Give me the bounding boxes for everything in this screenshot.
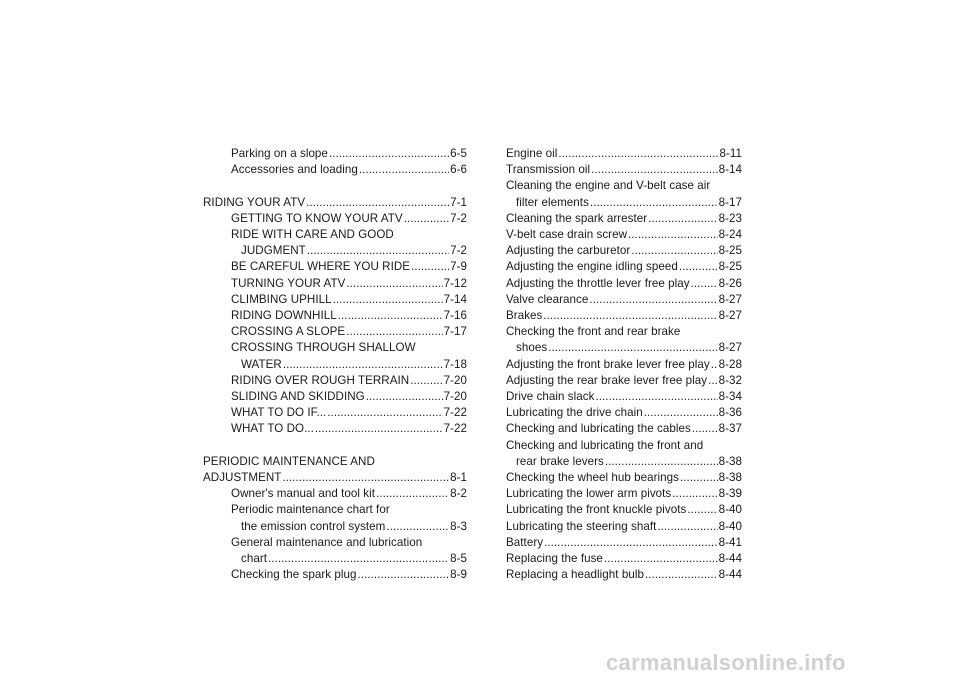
toc-entry-title: Lubricating the lower arm pivots — [506, 487, 672, 501]
toc-entry[interactable] — [203, 162, 467, 178]
toc-entry-page: 7-12 — [443, 276, 467, 290]
toc-entry-title: Lubricating the drive chain — [506, 406, 643, 420]
toc-entry-title: Brakes — [506, 309, 543, 323]
toc-column-right — [506, 146, 742, 583]
toc-entry-title: filter elements — [516, 195, 589, 209]
toc-leader-dots — [315, 421, 443, 437]
toc-entry-page: 7-22 — [443, 422, 467, 436]
toc-leader-dots — [590, 195, 718, 211]
toc-entry-page: 7-20 — [443, 373, 467, 387]
toc-entry-page: 7-17 — [443, 325, 467, 339]
toc-leader-dots — [604, 551, 718, 567]
toc-entry-title: RIDING DOWNHILL — [231, 309, 337, 323]
toc-leader-dots — [306, 195, 449, 211]
toc-entry-title: Replacing a headlight bulb — [506, 568, 644, 582]
toc-leader-dots — [307, 243, 449, 259]
toc-entry-title: Adjusting the front brake lever free play — [506, 357, 710, 371]
toc-entry-page: 8-9 — [450, 568, 467, 582]
toc-entry-page: 8-23 — [718, 211, 742, 225]
toc-entry-title: CROSSING A SLOPE — [231, 325, 346, 339]
toc-entry[interactable] — [506, 486, 742, 502]
toc-entry[interactable] — [506, 421, 742, 437]
toc-entry-title: WATER — [241, 357, 282, 371]
toc-entry[interactable] — [203, 357, 467, 373]
toc-entry-title: Adjusting the throttle lever free play — [506, 276, 690, 290]
toc-entry-title: BE CAREFUL WHERE YOU RIDE — [231, 260, 411, 274]
toc-leader-dots — [543, 308, 717, 324]
toc-leader-dots — [411, 259, 449, 275]
toc-entry[interactable] — [506, 162, 742, 178]
toc-leader-dots — [605, 454, 718, 470]
toc-entry[interactable] — [203, 259, 467, 275]
toc-entry-title: Checking and lubricating the cables — [506, 422, 691, 436]
toc-leader-dots — [679, 259, 718, 275]
toc-entry-page: 7-14 — [443, 292, 467, 306]
toc-heading-line: CROSSING THROUGH SHALLOW — [231, 341, 416, 355]
toc-leader-dots — [329, 146, 449, 162]
toc-entry[interactable] — [203, 211, 467, 227]
toc-entry-page: 8-32 — [718, 373, 742, 387]
toc-entry-title: SLIDING AND SKIDDING — [231, 390, 365, 404]
toc-leader-dots — [359, 162, 449, 178]
toc-heading-line: Periodic maintenance chart for — [231, 503, 390, 517]
toc-entry-title: rear brake levers — [516, 454, 604, 468]
toc-entry[interactable] — [506, 308, 742, 324]
toc-leader-dots — [376, 486, 449, 502]
toc-entry[interactable] — [203, 276, 467, 292]
toc-entry[interactable] — [506, 146, 742, 162]
toc-entry-title: Owner's manual and tool kit — [231, 487, 376, 501]
toc-heading-line: RIDE WITH CARE AND GOOD — [231, 228, 394, 241]
toc-entry-page: 7-16 — [443, 309, 467, 323]
toc-leader-dots — [404, 211, 449, 227]
toc-leader-dots — [644, 405, 718, 421]
toc-entry-title: Parking on a slope — [231, 147, 328, 160]
toc-entry-title: Valve clearance — [506, 292, 589, 306]
toc-entry-page: 8-40 — [718, 519, 742, 533]
toc-entry-page: 8-1 — [450, 471, 467, 485]
toc-entry-title: ADJUSTMENT — [203, 471, 282, 485]
toc-entry-page: 8-5 — [450, 552, 467, 566]
toc-entry[interactable] — [506, 276, 742, 292]
toc-entry-page: 7-22 — [443, 406, 467, 420]
toc-leader-dots — [268, 551, 449, 567]
toc-entry[interactable] — [203, 292, 467, 308]
toc-entry[interactable] — [203, 470, 467, 486]
toc-leader-dots — [711, 357, 718, 373]
toc-leader-dots — [708, 373, 717, 389]
toc-entry[interactable] — [506, 535, 742, 551]
toc-heading-line: Checking the front and rear brake — [506, 325, 681, 339]
toc-entry-title: chart — [241, 552, 268, 566]
toc-entry-title: TURNING YOUR ATV — [231, 276, 346, 290]
toc-entry-title: Adjusting the carburetor — [506, 244, 631, 258]
toc-entry-page: 8-28 — [718, 357, 742, 371]
toc-entry[interactable] — [203, 405, 467, 421]
toc-entry-page: 8-39 — [718, 487, 742, 501]
toc-entry-title: Adjusting the rear brake lever free play — [506, 373, 708, 387]
toc-entry-page: 8-11 — [719, 147, 742, 160]
toc-entry[interactable] — [506, 405, 742, 421]
toc-entry[interactable] — [506, 243, 742, 259]
toc-entry-title: RIDING OVER ROUGH TERRAIN — [231, 373, 410, 387]
toc-entry-title: Replacing the fuse — [506, 552, 603, 566]
watermark: carmanualsonline.info — [606, 650, 846, 675]
toc-entry-page: 8-37 — [718, 422, 742, 436]
toc-leader-dots — [338, 308, 443, 324]
toc-entry-page: 6-6 — [450, 163, 467, 177]
toc-leader-dots — [680, 470, 718, 486]
toc-entry-title: GETTING TO KNOW YOUR ATV — [231, 211, 403, 225]
toc-leader-dots — [672, 486, 717, 502]
toc-entry[interactable] — [506, 373, 742, 389]
toc-entry[interactable] — [506, 259, 742, 275]
toc-entry-page: 8-44 — [718, 568, 742, 582]
toc-entry[interactable] — [506, 292, 742, 308]
toc-entry-title: the emission control system — [241, 519, 386, 533]
toc-spacer — [203, 178, 467, 194]
toc-entry-page: 8-27 — [718, 341, 742, 355]
toc-entry-page: 8-38 — [718, 471, 742, 485]
toc-heading-line: Checking and lubricating the front and — [506, 438, 704, 452]
toc-entry[interactable] — [506, 502, 742, 518]
toc-entry-page: 7-9 — [450, 260, 467, 274]
toc-entry[interactable] — [203, 486, 467, 502]
toc-entry-page: 7-1 — [450, 195, 467, 209]
toc-heading-line: General maintenance and lubrication — [231, 535, 423, 549]
toc-leader-dots — [358, 567, 450, 583]
toc-entry[interactable] — [203, 567, 467, 583]
toc-leader-dots — [548, 340, 717, 356]
toc-heading-line: PERIODIC MAINTENANCE AND — [203, 454, 375, 468]
toc-leader-dots — [346, 276, 442, 292]
toc-entry-page: 7-2 — [450, 244, 467, 258]
toc-entry-page: 8-14 — [718, 163, 742, 177]
toc-entry[interactable] — [506, 195, 742, 211]
toc-entry-title: WHAT TO DO... — [231, 422, 314, 436]
toc-entry-page: 8-26 — [718, 276, 742, 290]
toc-spacer — [203, 438, 467, 454]
toc-entry[interactable] — [506, 227, 742, 243]
toc-leader-dots — [410, 373, 442, 389]
toc-entry-page: 8-3 — [450, 519, 467, 533]
toc-leader-dots — [657, 519, 717, 535]
toc-entry[interactable] — [506, 389, 742, 405]
toc-entry-page: 8-27 — [718, 292, 742, 306]
toc-leader-dots — [346, 324, 442, 340]
toc-entry[interactable] — [203, 146, 467, 162]
toc-entry[interactable] — [506, 519, 742, 535]
toc-entry-title: WHAT TO DO IF... — [231, 406, 327, 420]
toc-entry[interactable] — [506, 454, 742, 470]
toc-entry[interactable] — [506, 357, 742, 373]
toc-leader-dots — [628, 227, 718, 243]
toc-entry-title: CLIMBING UPHILL — [231, 292, 332, 306]
toc-entry[interactable] — [506, 567, 742, 583]
toc-entry[interactable] — [203, 308, 467, 324]
toc-entry[interactable] — [203, 389, 467, 405]
toc-entry-page: 8-24 — [718, 228, 742, 242]
toc-entry-title: Drive chain slack — [506, 390, 595, 404]
toc-leader-dots — [631, 243, 717, 259]
toc-entry-page: 8-2 — [450, 487, 467, 501]
toc-entry-title: Cleaning the spark arrester — [506, 211, 648, 225]
toc-entry[interactable] — [203, 373, 467, 389]
toc-entry-title: Checking the wheel hub bearings — [506, 471, 679, 485]
toc-leader-dots — [327, 405, 442, 421]
toc-entry[interactable] — [203, 421, 467, 437]
toc-leader-dots — [333, 292, 443, 308]
toc-leader-dots — [589, 292, 717, 308]
toc-entry-title: Accessories and loading — [231, 163, 358, 177]
toc-entry-page: 7-2 — [450, 211, 467, 225]
toc-entry-title: JUDGMENT — [241, 244, 306, 258]
toc-leader-dots — [692, 421, 718, 437]
toc-entry-title: Adjusting the engine idling speed — [506, 260, 678, 274]
toc-entry-page: 7-18 — [443, 357, 467, 371]
toc-leader-dots — [595, 389, 717, 405]
toc-entry-title: Engine oil — [506, 147, 558, 160]
toc-entry-title: Battery — [506, 535, 544, 549]
toc-leader-dots — [691, 276, 718, 292]
toc-entry-page: 8-27 — [718, 309, 742, 323]
toc-entry[interactable] — [203, 243, 467, 259]
toc-heading-line: Cleaning the engine and V-belt case air — [506, 179, 711, 193]
toc-leader-dots — [648, 211, 717, 227]
toc-entry-title: Lubricating the front knuckle pivots — [506, 503, 687, 517]
toc-entry-title: Checking the spark plug — [231, 568, 357, 582]
toc-entry-page: 8-17 — [718, 195, 742, 209]
toc-entry-page: 8-36 — [718, 406, 742, 420]
toc-entry[interactable] — [203, 519, 467, 535]
toc-leader-dots — [645, 567, 718, 583]
toc-leader-dots — [558, 146, 718, 162]
toc-entry[interactable] — [506, 551, 742, 567]
toc-entry-page: 8-41 — [718, 535, 742, 549]
toc-entry-title: shoes — [516, 341, 548, 355]
toc-leader-dots — [386, 519, 449, 535]
toc-entry[interactable] — [506, 340, 742, 356]
toc-entry[interactable] — [506, 211, 742, 227]
toc-leader-dots — [687, 502, 717, 518]
toc-entry-page: 8-38 — [718, 454, 742, 468]
toc-entry-title: Lubricating the steering shaft — [506, 519, 657, 533]
toc-entry-page: 7-20 — [443, 390, 467, 404]
toc-entry-page: 6-5 — [450, 147, 467, 160]
toc-entry-title: V-belt case drain screw — [506, 228, 628, 242]
toc-entry-title: Transmission oil — [506, 163, 591, 177]
toc-entry-title: RIDING YOUR ATV — [203, 195, 306, 209]
toc-leader-dots — [283, 357, 443, 373]
toc-entry-page: 8-25 — [718, 244, 742, 258]
toc-entry-page: 8-34 — [718, 390, 742, 404]
toc-leader-dots — [544, 535, 718, 551]
toc-entry-page: 8-25 — [718, 260, 742, 274]
toc-entry[interactable] — [506, 470, 742, 486]
toc-entry[interactable] — [203, 195, 467, 211]
toc-entry-page: 8-44 — [718, 552, 742, 566]
toc-entry-page: 8-40 — [718, 503, 742, 517]
toc-entry[interactable] — [203, 324, 467, 340]
toc-entry[interactable] — [203, 551, 467, 567]
toc-column-left — [203, 146, 467, 583]
toc-leader-dots — [366, 389, 443, 405]
toc-leader-dots — [591, 162, 717, 178]
toc-leader-dots — [282, 470, 449, 486]
